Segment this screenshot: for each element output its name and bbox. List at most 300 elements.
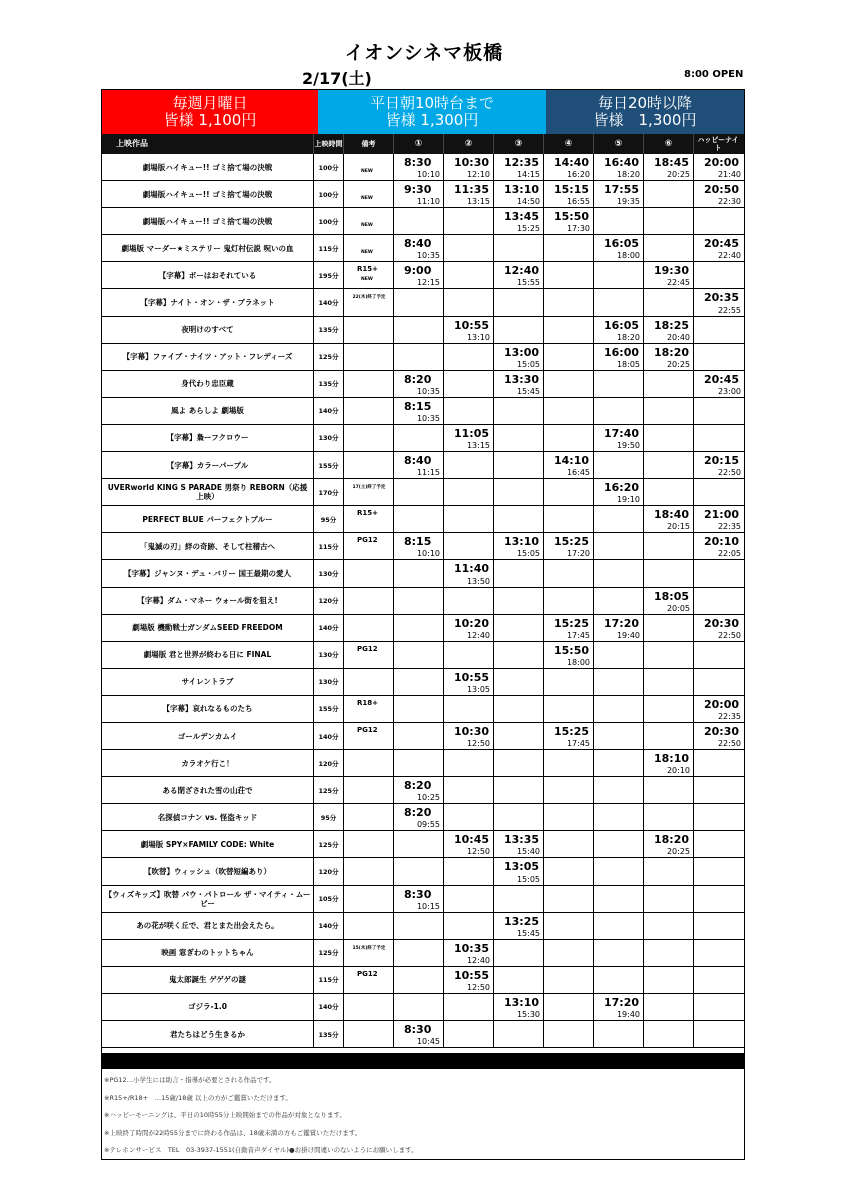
column-header-slot-1: ① bbox=[394, 134, 444, 154]
show-slot-1 bbox=[394, 533, 444, 559]
start-time: 20:15 bbox=[704, 454, 740, 468]
table-row bbox=[102, 398, 744, 425]
show-slot-5 bbox=[594, 669, 644, 695]
movie-length: 125分 bbox=[314, 831, 344, 857]
happy-night-slot bbox=[694, 913, 744, 939]
show-slot-1 bbox=[394, 750, 444, 776]
movie-title: 風よ あらしよ 劇場版 bbox=[102, 398, 314, 424]
happy-night-slot bbox=[694, 886, 744, 912]
happy-night-slot bbox=[694, 181, 744, 207]
show-slot-2 bbox=[444, 967, 494, 993]
movie-note bbox=[344, 588, 394, 614]
table-row bbox=[102, 804, 744, 831]
show-slot-2 bbox=[444, 533, 494, 559]
show-slot-4 bbox=[544, 452, 594, 478]
happy-night-slot bbox=[694, 208, 744, 234]
movie-note bbox=[344, 615, 394, 641]
price-banner-label: 平日朝10時台まで bbox=[369, 94, 495, 112]
movie-note bbox=[344, 262, 394, 288]
show-slot-2 bbox=[444, 344, 494, 370]
end-time: 22:45 bbox=[666, 278, 690, 288]
show-slot-5 bbox=[594, 506, 644, 532]
end-time: 18:20 bbox=[616, 170, 640, 180]
show-slot-4 bbox=[544, 696, 594, 722]
show-slot-1 bbox=[394, 588, 444, 614]
show-slot-2 bbox=[444, 831, 494, 857]
table-row bbox=[102, 886, 744, 913]
show-slot-6 bbox=[644, 940, 694, 966]
show-slot-3 bbox=[494, 615, 544, 641]
happy-night-slot bbox=[694, 696, 744, 722]
table-row bbox=[102, 317, 744, 344]
movie-length: 135分 bbox=[314, 317, 344, 343]
end-time: 15:45 bbox=[516, 928, 540, 938]
happy-night-slot bbox=[694, 994, 744, 1020]
start-time: 13:05 bbox=[504, 860, 540, 874]
movie-length: 125分 bbox=[314, 344, 344, 370]
start-time: 20:30 bbox=[704, 616, 740, 630]
end-time: 13:10 bbox=[466, 332, 490, 342]
show-slot-6 bbox=[644, 208, 694, 234]
show-slot-1 bbox=[394, 858, 444, 884]
movie-note bbox=[344, 642, 394, 668]
footer-note: ※ハッピーモーニングは、平日の10時55分上映開始までの作品が対象となります。 bbox=[104, 1111, 346, 1119]
happy-night-slot bbox=[694, 723, 744, 749]
table-row bbox=[102, 1021, 744, 1048]
start-time: 15:50 bbox=[554, 210, 590, 224]
start-time: 16:20 bbox=[604, 481, 640, 495]
column-header-happy-night: ハッピーナイト bbox=[697, 136, 739, 152]
movie-note bbox=[344, 344, 394, 370]
table-row bbox=[102, 425, 744, 452]
end-time: 10:35 bbox=[416, 413, 440, 423]
happy-night-slot bbox=[694, 669, 744, 695]
end-time: 18:00 bbox=[566, 657, 590, 667]
movie-length: 100分 bbox=[314, 154, 344, 180]
show-slot-1 bbox=[394, 506, 444, 532]
movie-title: あの花が咲く丘で、君とまた出会えたら。 bbox=[102, 913, 314, 939]
show-slot-2 bbox=[444, 886, 494, 912]
show-slot-6 bbox=[644, 994, 694, 1020]
movie-title: ゴールデンカムイ bbox=[102, 723, 314, 749]
movie-length: 95分 bbox=[314, 506, 344, 532]
column-header-slot-4: ④ bbox=[544, 134, 594, 154]
movie-length: 140分 bbox=[314, 615, 344, 641]
show-slot-2 bbox=[444, 669, 494, 695]
show-slot-2 bbox=[444, 804, 494, 830]
show-slot-2 bbox=[444, 317, 494, 343]
end-time: 12:40 bbox=[466, 630, 490, 640]
price-banner-night bbox=[546, 90, 744, 134]
movie-title: 劇場版 SPY×FAMILY CODE: White bbox=[102, 831, 314, 857]
new-badge: NEW bbox=[361, 277, 373, 283]
show-slot-3 bbox=[494, 750, 544, 776]
show-slot-3 bbox=[494, 317, 544, 343]
show-slot-6 bbox=[644, 858, 694, 884]
start-time: 13:30 bbox=[504, 372, 540, 386]
show-slot-5 bbox=[594, 777, 644, 803]
movie-length: 140分 bbox=[314, 289, 344, 315]
end-time: 15:40 bbox=[516, 847, 540, 857]
movie-note bbox=[344, 425, 394, 451]
end-time: 10:35 bbox=[416, 251, 440, 261]
start-time: 18:25 bbox=[654, 318, 690, 332]
start-time: 17:40 bbox=[604, 426, 640, 440]
show-slot-2 bbox=[444, 262, 494, 288]
start-time: 16:05 bbox=[604, 318, 640, 332]
end-time: 10:35 bbox=[416, 386, 440, 396]
show-slot-3 bbox=[494, 858, 544, 884]
show-slot-4 bbox=[544, 858, 594, 884]
movie-title: サイレントラブ bbox=[102, 669, 314, 695]
start-time: 8:20 bbox=[404, 779, 432, 793]
movie-length: 135分 bbox=[314, 1021, 344, 1047]
price-banner-price: 皆様 1,100円 bbox=[163, 111, 257, 129]
happy-night-slot bbox=[694, 588, 744, 614]
start-time: 10:20 bbox=[454, 616, 490, 630]
show-slot-1 bbox=[394, 777, 444, 803]
column-header-slot-2: ② bbox=[444, 134, 494, 154]
show-slot-2 bbox=[444, 181, 494, 207]
show-slot-1 bbox=[394, 289, 444, 315]
start-time: 20:45 bbox=[704, 237, 740, 251]
start-time: 8:30 bbox=[404, 1023, 432, 1036]
show-slot-5 bbox=[594, 1021, 644, 1047]
end-time: 15:05 bbox=[516, 359, 540, 369]
show-slot-2 bbox=[444, 452, 494, 478]
start-time: 18:05 bbox=[654, 589, 690, 603]
end-time: 14:50 bbox=[516, 197, 540, 207]
movie-length: 100分 bbox=[314, 208, 344, 234]
movie-note bbox=[344, 560, 394, 586]
show-slot-4 bbox=[544, 615, 594, 641]
show-slot-6 bbox=[644, 831, 694, 857]
end-date-note: 17(土)終了予定 bbox=[352, 485, 386, 491]
end-time: 13:05 bbox=[466, 684, 490, 694]
new-badge: NEW bbox=[361, 169, 373, 174]
show-slot-6 bbox=[644, 723, 694, 749]
table-row bbox=[102, 940, 744, 967]
show-slot-4 bbox=[544, 371, 594, 397]
price-banner-monday bbox=[102, 90, 318, 134]
show-slot-5 bbox=[594, 940, 644, 966]
show-slot-6 bbox=[644, 317, 694, 343]
show-slot-1 bbox=[394, 452, 444, 478]
movie-title: 身代わり忠臣蔵 bbox=[102, 371, 314, 397]
show-slot-5 bbox=[594, 317, 644, 343]
show-slot-5 bbox=[594, 371, 644, 397]
show-slot-4 bbox=[544, 804, 594, 830]
show-slot-3 bbox=[494, 235, 544, 261]
show-slot-4 bbox=[544, 235, 594, 261]
show-slot-6 bbox=[644, 777, 694, 803]
start-time: 20:35 bbox=[704, 291, 740, 305]
movie-length: 120分 bbox=[314, 750, 344, 776]
table-row bbox=[102, 181, 744, 208]
movie-title: 劇場版ハイキュー!! ゴミ捨て場の決戦 bbox=[102, 154, 314, 180]
show-slot-2 bbox=[444, 398, 494, 424]
show-slot-5 bbox=[594, 858, 644, 884]
start-time: 20:30 bbox=[704, 724, 740, 738]
movie-note bbox=[344, 831, 394, 857]
movie-title: 【字幕】梟ーフクロウー bbox=[102, 425, 314, 451]
start-time: 9:30 bbox=[404, 183, 432, 197]
movie-length: 140分 bbox=[314, 994, 344, 1020]
column-header-title: 上映作品 bbox=[102, 134, 314, 154]
show-slot-3 bbox=[494, 452, 544, 478]
table-row bbox=[102, 344, 744, 371]
movie-title: 【字幕】哀れなるものたち bbox=[102, 696, 314, 722]
end-time: 19:50 bbox=[616, 441, 640, 451]
show-slot-5 bbox=[594, 588, 644, 614]
movie-note bbox=[344, 452, 394, 478]
table-row bbox=[102, 967, 744, 994]
start-time: 12:35 bbox=[504, 156, 540, 169]
start-time: 15:25 bbox=[554, 724, 590, 738]
movie-note bbox=[344, 289, 394, 315]
happy-night-slot bbox=[694, 940, 744, 966]
movie-note bbox=[344, 723, 394, 749]
show-slot-6 bbox=[644, 262, 694, 288]
show-slot-4 bbox=[544, 344, 594, 370]
show-slot-5 bbox=[594, 452, 644, 478]
movie-note bbox=[344, 777, 394, 803]
end-time: 22:35 bbox=[717, 522, 741, 532]
show-slot-5 bbox=[594, 886, 644, 912]
start-time: 13:35 bbox=[504, 833, 540, 847]
movie-title: 名探偵コナン vs. 怪盗キッド bbox=[102, 804, 314, 830]
show-slot-4 bbox=[544, 262, 594, 288]
show-slot-1 bbox=[394, 967, 444, 993]
show-slot-5 bbox=[594, 804, 644, 830]
show-slot-3 bbox=[494, 886, 544, 912]
movie-title: ある閉ざされた雪の山荘で bbox=[102, 777, 314, 803]
show-slot-6 bbox=[644, 506, 694, 532]
show-slot-5 bbox=[594, 479, 644, 505]
show-slot-3 bbox=[494, 804, 544, 830]
show-slot-1 bbox=[394, 940, 444, 966]
happy-night-slot bbox=[694, 371, 744, 397]
column-header-note: 備考 bbox=[344, 134, 394, 154]
table-row bbox=[102, 560, 744, 587]
movie-note bbox=[344, 696, 394, 722]
show-slot-5 bbox=[594, 560, 644, 586]
happy-night-slot bbox=[694, 317, 744, 343]
movie-note bbox=[344, 506, 394, 532]
show-slot-5 bbox=[594, 696, 644, 722]
show-slot-4 bbox=[544, 777, 594, 803]
movie-length: 135分 bbox=[314, 371, 344, 397]
show-slot-4 bbox=[544, 967, 594, 993]
show-slot-3 bbox=[494, 696, 544, 722]
end-time: 19:40 bbox=[616, 630, 640, 640]
new-badge: NEW bbox=[361, 223, 373, 229]
show-slot-5 bbox=[594, 208, 644, 234]
movie-length: 120分 bbox=[314, 858, 344, 884]
start-time: 16:40 bbox=[604, 156, 640, 169]
start-time: 20:45 bbox=[704, 372, 740, 386]
show-slot-1 bbox=[394, 1021, 444, 1047]
show-slot-3 bbox=[494, 181, 544, 207]
show-slot-1 bbox=[394, 669, 444, 695]
show-slot-2 bbox=[444, 777, 494, 803]
happy-night-slot bbox=[694, 831, 744, 857]
show-slot-1 bbox=[394, 398, 444, 424]
show-slot-1 bbox=[394, 804, 444, 830]
movie-length: 100分 bbox=[314, 181, 344, 207]
movie-title: 【字幕】ナイト・オン・ザ・プラネット bbox=[102, 289, 314, 315]
table-row bbox=[102, 831, 744, 858]
movie-length: 125分 bbox=[314, 777, 344, 803]
show-slot-3 bbox=[494, 506, 544, 532]
show-slot-4 bbox=[544, 831, 594, 857]
end-time: 17:45 bbox=[566, 630, 590, 640]
rating-badge: PG12 bbox=[357, 725, 378, 734]
movie-note bbox=[344, 750, 394, 776]
show-slot-6 bbox=[644, 533, 694, 559]
movie-note bbox=[344, 994, 394, 1020]
show-slot-3 bbox=[494, 262, 544, 288]
end-time: 22:05 bbox=[717, 549, 741, 559]
footer-note: ※R15+/R18+ …15歳/18歳 以上の方がご鑑賞いただけます。 bbox=[104, 1093, 292, 1102]
movie-length: 130分 bbox=[314, 425, 344, 451]
show-slot-1 bbox=[394, 886, 444, 912]
movie-title: 「鬼滅の刃」絆の奇跡、そして柱稽古へ bbox=[102, 533, 314, 559]
show-slot-1 bbox=[394, 723, 444, 749]
show-slot-2 bbox=[444, 994, 494, 1020]
happy-night-slot bbox=[694, 262, 744, 288]
start-time: 17:20 bbox=[604, 995, 640, 1009]
movie-note bbox=[344, 913, 394, 939]
show-slot-4 bbox=[544, 750, 594, 776]
movie-note bbox=[344, 235, 394, 261]
start-time: 14:40 bbox=[554, 156, 590, 169]
start-time: 13:10 bbox=[504, 535, 540, 549]
show-slot-2 bbox=[444, 154, 494, 180]
show-slot-5 bbox=[594, 235, 644, 261]
table-row bbox=[102, 994, 744, 1021]
movie-title: 映画 窓ぎわのトットちゃん bbox=[102, 940, 314, 966]
show-slot-6 bbox=[644, 1021, 694, 1047]
show-slot-3 bbox=[494, 479, 544, 505]
show-slot-4 bbox=[544, 940, 594, 966]
start-time: 10:55 bbox=[454, 318, 490, 332]
show-slot-2 bbox=[444, 696, 494, 722]
show-slot-6 bbox=[644, 588, 694, 614]
price-banner-morning bbox=[318, 90, 546, 134]
table-row bbox=[102, 615, 744, 642]
end-time: 15:05 bbox=[516, 549, 540, 559]
start-time: 8:20 bbox=[404, 806, 432, 820]
start-time: 20:10 bbox=[704, 535, 740, 549]
happy-night-slot bbox=[694, 533, 744, 559]
movie-length: 140分 bbox=[314, 398, 344, 424]
show-slot-6 bbox=[644, 886, 694, 912]
show-slot-1 bbox=[394, 913, 444, 939]
show-slot-1 bbox=[394, 208, 444, 234]
show-slot-5 bbox=[594, 967, 644, 993]
start-time: 10:35 bbox=[454, 941, 490, 955]
movie-note bbox=[344, 804, 394, 830]
show-slot-1 bbox=[394, 560, 444, 586]
movie-note bbox=[344, 858, 394, 884]
table-row bbox=[102, 452, 744, 479]
end-time: 13:15 bbox=[466, 441, 490, 451]
table-row bbox=[102, 289, 744, 316]
start-time: 21:00 bbox=[704, 508, 740, 522]
end-time: 22:50 bbox=[717, 468, 741, 478]
show-slot-2 bbox=[444, 588, 494, 614]
start-time: 14:10 bbox=[554, 454, 590, 468]
end-time: 22:35 bbox=[717, 711, 741, 721]
show-slot-3 bbox=[494, 777, 544, 803]
show-slot-4 bbox=[544, 994, 594, 1020]
table-row bbox=[102, 371, 744, 398]
price-banners bbox=[102, 90, 744, 134]
show-slot-4 bbox=[544, 723, 594, 749]
movie-title: 夜明けのすべて bbox=[102, 317, 314, 343]
price-banner-price: 皆様 1,300円 bbox=[593, 111, 697, 129]
show-slot-3 bbox=[494, 289, 544, 315]
movie-rows bbox=[102, 154, 744, 1048]
table-header bbox=[102, 134, 744, 154]
show-slot-1 bbox=[394, 262, 444, 288]
end-time: 20:40 bbox=[666, 332, 690, 342]
show-slot-6 bbox=[644, 913, 694, 939]
start-time: 11:05 bbox=[454, 426, 490, 440]
start-time: 8:30 bbox=[404, 156, 432, 169]
show-slot-3 bbox=[494, 154, 544, 180]
end-time: 20:25 bbox=[666, 359, 690, 369]
happy-night-slot bbox=[694, 777, 744, 803]
show-slot-4 bbox=[544, 425, 594, 451]
show-slot-2 bbox=[444, 560, 494, 586]
end-time: 23:00 bbox=[717, 386, 741, 396]
movie-length: 140分 bbox=[314, 723, 344, 749]
start-time: 10:30 bbox=[454, 724, 490, 738]
rating-badge: PG12 bbox=[357, 969, 378, 978]
start-time: 18:45 bbox=[654, 156, 690, 169]
movie-length: 95分 bbox=[314, 804, 344, 830]
show-slot-3 bbox=[494, 398, 544, 424]
start-time: 15:15 bbox=[554, 183, 590, 197]
end-time: 11:10 bbox=[416, 197, 440, 207]
movie-length: 170分 bbox=[314, 479, 344, 505]
start-time: 10:45 bbox=[454, 833, 490, 847]
start-time: 20:50 bbox=[704, 183, 740, 197]
footer-note: ※上映終了時間が22時55分までに終わる作品は、18歳未満の方もご鑑賞いただけます。 bbox=[104, 1128, 362, 1137]
show-slot-5 bbox=[594, 262, 644, 288]
show-slot-3 bbox=[494, 723, 544, 749]
table-row bbox=[102, 235, 744, 262]
end-time: 12:50 bbox=[466, 739, 490, 749]
end-time: 15:05 bbox=[516, 874, 540, 884]
happy-night-slot bbox=[694, 804, 744, 830]
movie-note bbox=[344, 886, 394, 912]
start-time: 20:00 bbox=[704, 697, 740, 711]
show-slot-5 bbox=[594, 533, 644, 559]
table-row bbox=[102, 858, 744, 885]
movie-title: 劇場版ハイキュー!! ゴミ捨て場の決戦 bbox=[102, 181, 314, 207]
show-slot-5 bbox=[594, 289, 644, 315]
show-slot-1 bbox=[394, 317, 444, 343]
column-header-slot-6: ⑥ bbox=[644, 134, 694, 154]
rating-badge: PG12 bbox=[357, 536, 378, 545]
show-slot-3 bbox=[494, 967, 544, 993]
movie-title: 【字幕】カラーパープル bbox=[102, 452, 314, 478]
show-slot-2 bbox=[444, 723, 494, 749]
movie-note bbox=[344, 154, 394, 180]
